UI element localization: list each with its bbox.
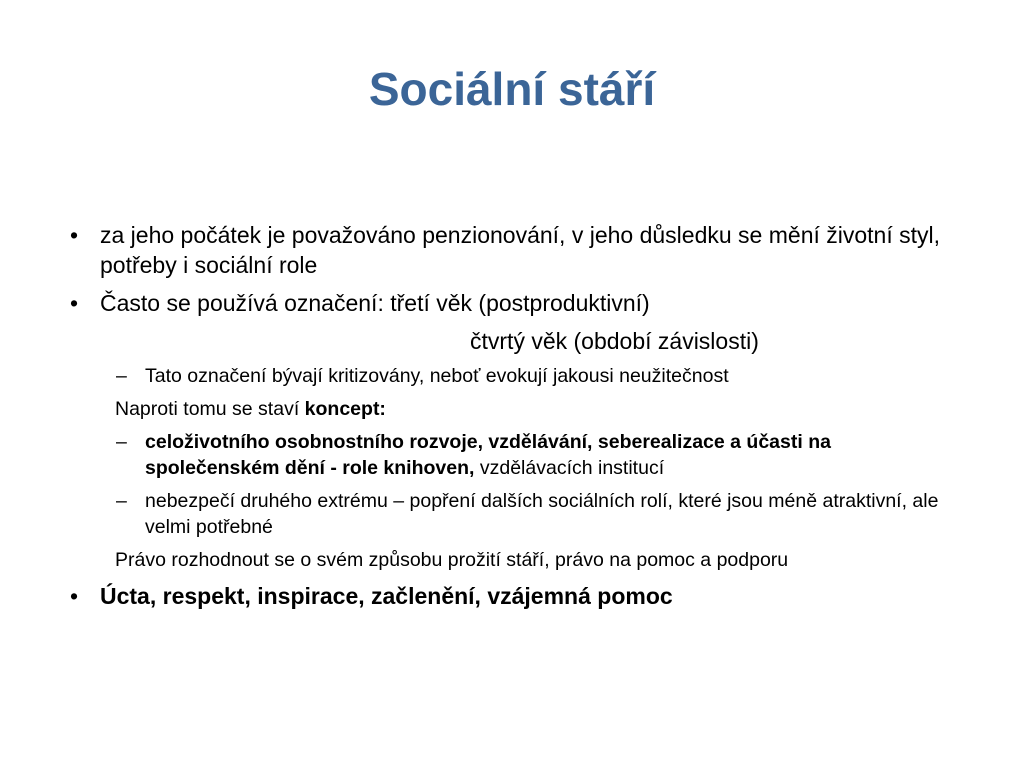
paragraph-concept <box>70 396 950 422</box>
bullet-marker: • <box>70 290 79 316</box>
paragraph-bold-text: koncept: <box>304 398 386 420</box>
sub-item-text: nebezpečí druhého extrému – popření dalších sociálních rolí, které jsou méně atraktivní, ale velmi potřebné <box>145 490 939 538</box>
paragraph-text: Naproti tomu se staví <box>115 398 305 420</box>
slide-body <box>70 220 950 611</box>
bullet-item-values <box>70 581 950 611</box>
bullet-item-labels <box>70 288 950 318</box>
paragraph-rights: Právo rozhodnout se o svém způsobu prožití stáří, právo na pomoc a podporu <box>115 549 789 571</box>
dash-marker: – <box>116 365 127 387</box>
dash-marker: – <box>116 490 127 512</box>
bullet-text: za jeho počátek je považováno penzionování, v jeho důsledku se mění životní styl, potřeby i sociální role <box>100 222 941 278</box>
slide-title: Sociální stáří <box>368 63 656 115</box>
sub-item-lifelong-learning <box>70 429 950 481</box>
dash-marker: – <box>116 431 127 453</box>
sub-item-text: Tato označení bývají kritizovány, neboť evokují jakousi neužitečnost <box>145 365 729 387</box>
bullet-marker: • <box>70 222 79 248</box>
sub-item-criticism <box>70 363 950 389</box>
bullet-text: Úcta, respekt, inspirace, začlenění, vzájemná pomoc <box>100 583 673 609</box>
sub-item-danger <box>70 488 950 540</box>
bullet-continuation: čtvrtý věk (období závislosti) <box>470 328 759 354</box>
bullet-marker: • <box>70 583 79 609</box>
sub-item-text: vzdělávacích institucí <box>474 457 665 479</box>
bullet-text: Často se používá označení: třetí věk (postproduktivní) <box>100 290 650 316</box>
bullet-item-retirement <box>70 220 950 280</box>
sub-item-bold-text: celoživotního osobnostního rozvoje, vzdělávání, seberealizace a účasti na společenském dění - role knihoven, <box>145 431 831 479</box>
